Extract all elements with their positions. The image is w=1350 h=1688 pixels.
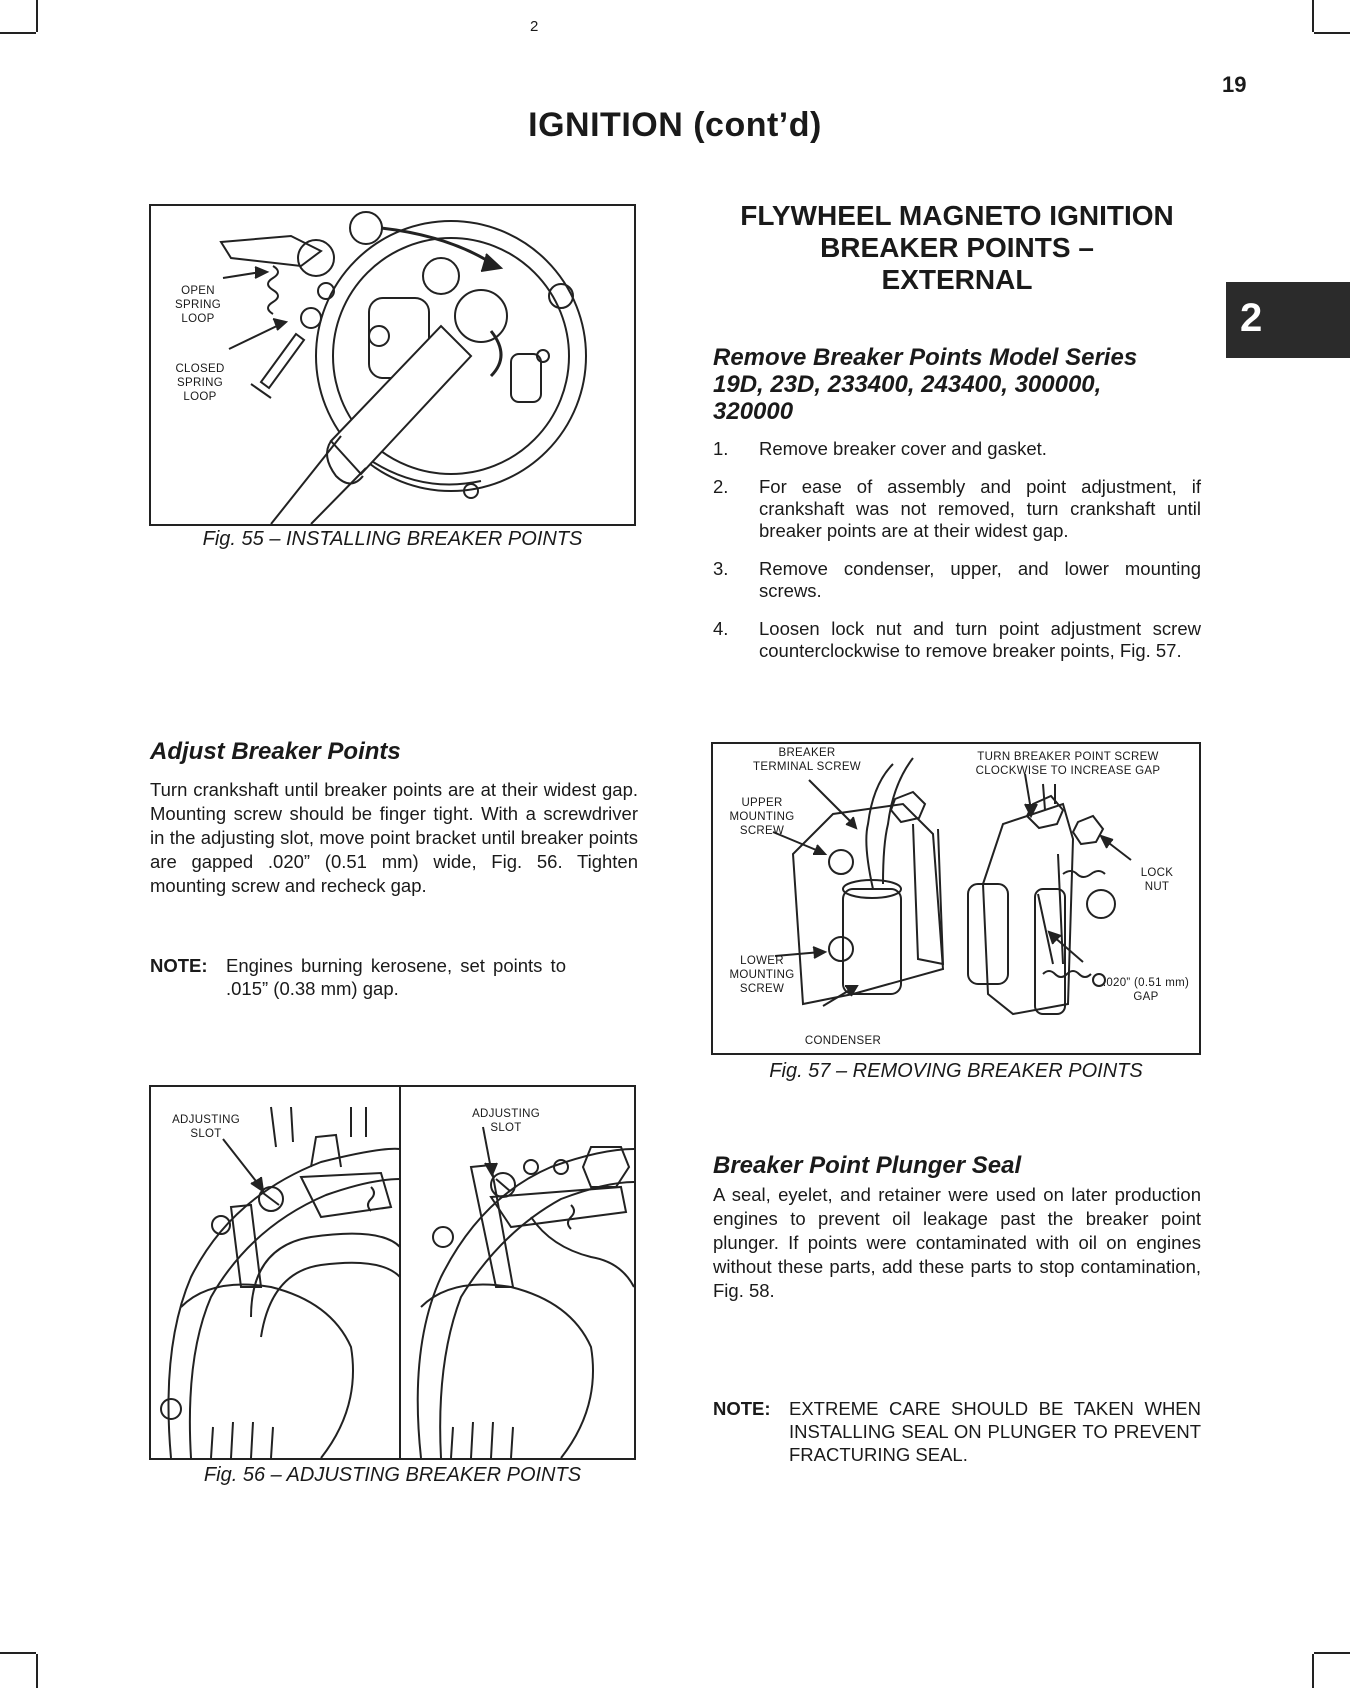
list-item <box>713 476 1201 542</box>
adjust-note <box>150 954 638 1004</box>
page-number: 19 <box>1222 72 1247 97</box>
step-text: Remove breaker cover and gasket. <box>759 438 1047 459</box>
label-open-spring-loop: OPEN SPRING LOOP <box>175 285 221 325</box>
step-text: For ease of assembly and point adjustment, if crankshaft was not removed, turn crankshaft until breaker points are at their widest gap. <box>759 476 1201 541</box>
note-text: EXTREME CARE SHOULD BE TAKEN WHEN INSTALLING SEAL ON PLUNGER TO PREVENT FRACTURING SEAL. <box>789 1398 1201 1465</box>
figure-57 <box>711 742 1201 1055</box>
figure-56 <box>149 1085 636 1460</box>
crop-mark <box>1312 1654 1314 1688</box>
label-turn-breaker-point-screw: TURN BREAKER POINT SCREW CLOCKWISE TO INCREASE GAP <box>975 751 1161 777</box>
note-text: Engines burning kerosene, set points to .015” (0.38 mm) gap. <box>226 955 566 999</box>
page-title: IGNITION (cont’d) <box>528 106 822 144</box>
figure-57-caption: Fig. 57 – REMOVING BREAKER POINTS <box>769 1060 1143 1082</box>
crop-mark <box>1314 32 1350 34</box>
figure-55-caption: Fig. 55 – INSTALLING BREAKER POINTS <box>202 528 583 550</box>
section-title-line-1: FLYWHEEL MAGNETO IGNITION <box>740 200 1174 231</box>
remove-points-heading: Remove Breaker Points Model Series 19D, 23D, 233400, 243400, 300000, 320000 <box>713 344 1138 425</box>
label-condenser: CONDENSER <box>804 1035 882 1047</box>
label-breaker-terminal-screw: BREAKER TERMINAL SCREW <box>753 747 861 773</box>
plunger-seal-heading: Breaker Point Plunger Seal <box>713 1152 1022 1179</box>
figure-56-illustration <box>151 1087 634 1458</box>
chapter-tab <box>1226 282 1350 358</box>
step-number: 1. <box>713 438 729 459</box>
step-text: Loosen lock nut and turn point adjustment screw counterclockwise to remove breaker points, Fig. 57. <box>759 618 1201 661</box>
step-number: 4. <box>713 618 729 639</box>
step-text: Remove condenser, upper, and lower mounting screws. <box>759 558 1201 601</box>
label-closed-spring-loop: CLOSED SPRING LOOP <box>175 363 225 403</box>
list-item <box>713 558 1201 602</box>
crop-mark <box>1312 0 1314 32</box>
list-item <box>713 618 1201 662</box>
list-item <box>713 438 1201 460</box>
step-number: 2. <box>713 476 729 497</box>
adjust-points-heading: Adjust Breaker Points <box>150 738 401 765</box>
section-title-line-3: EXTERNAL <box>881 264 1033 295</box>
note-label: NOTE: <box>713 1398 771 1419</box>
label-lock-nut: LOCK NUT <box>1140 867 1174 893</box>
adjust-points-body: Turn crankshaft until breaker points are at their widest gap. Mounting screw should be finger tight. With a screwdriver in the adjusting slot, move point bracket until breaker points are gapped .020” (0.51 mm) wide, Fig. 56. Tighten mounting screw and recheck gap. <box>150 779 638 896</box>
top-page-number: 2 <box>530 18 539 35</box>
figure-56-caption: Fig. 56 – ADJUSTING BREAKER POINTS <box>203 1464 582 1486</box>
chapter-tab-number: 2 <box>1240 296 1263 340</box>
remove-steps-list <box>713 438 1201 678</box>
plunger-note <box>713 1397 1201 1469</box>
crop-mark <box>1314 1652 1350 1654</box>
note-label: NOTE: <box>150 955 208 976</box>
crop-mark <box>0 1652 36 1654</box>
step-number: 3. <box>713 558 729 579</box>
label-gap: .020” (0.51 mm) GAP <box>1102 977 1190 1003</box>
section-title-line-2: BREAKER POINTS – <box>820 232 1094 263</box>
label-adjusting-slot-left: ADJUSTING SLOT <box>172 1114 240 1140</box>
label-upper-mounting-screw: UPPER MOUNTING SCREW <box>729 797 795 837</box>
label-lower-mounting-screw: LOWER MOUNTING SCREW <box>729 955 795 995</box>
plunger-seal-body: A seal, eyelet, and retainer were used on later production engines to prevent oil leakage past the breaker point plunger. If points were contaminated with oil on engines without these parts, add these parts to stop contamination, Fig. 58. <box>713 1184 1201 1301</box>
figure-57-illustration <box>713 744 1199 1053</box>
crop-mark <box>36 0 38 32</box>
figure-55 <box>149 204 636 526</box>
crop-mark <box>36 1654 38 1688</box>
crop-mark <box>0 32 36 34</box>
label-adjusting-slot-right: ADJUSTING SLOT <box>472 1108 540 1134</box>
